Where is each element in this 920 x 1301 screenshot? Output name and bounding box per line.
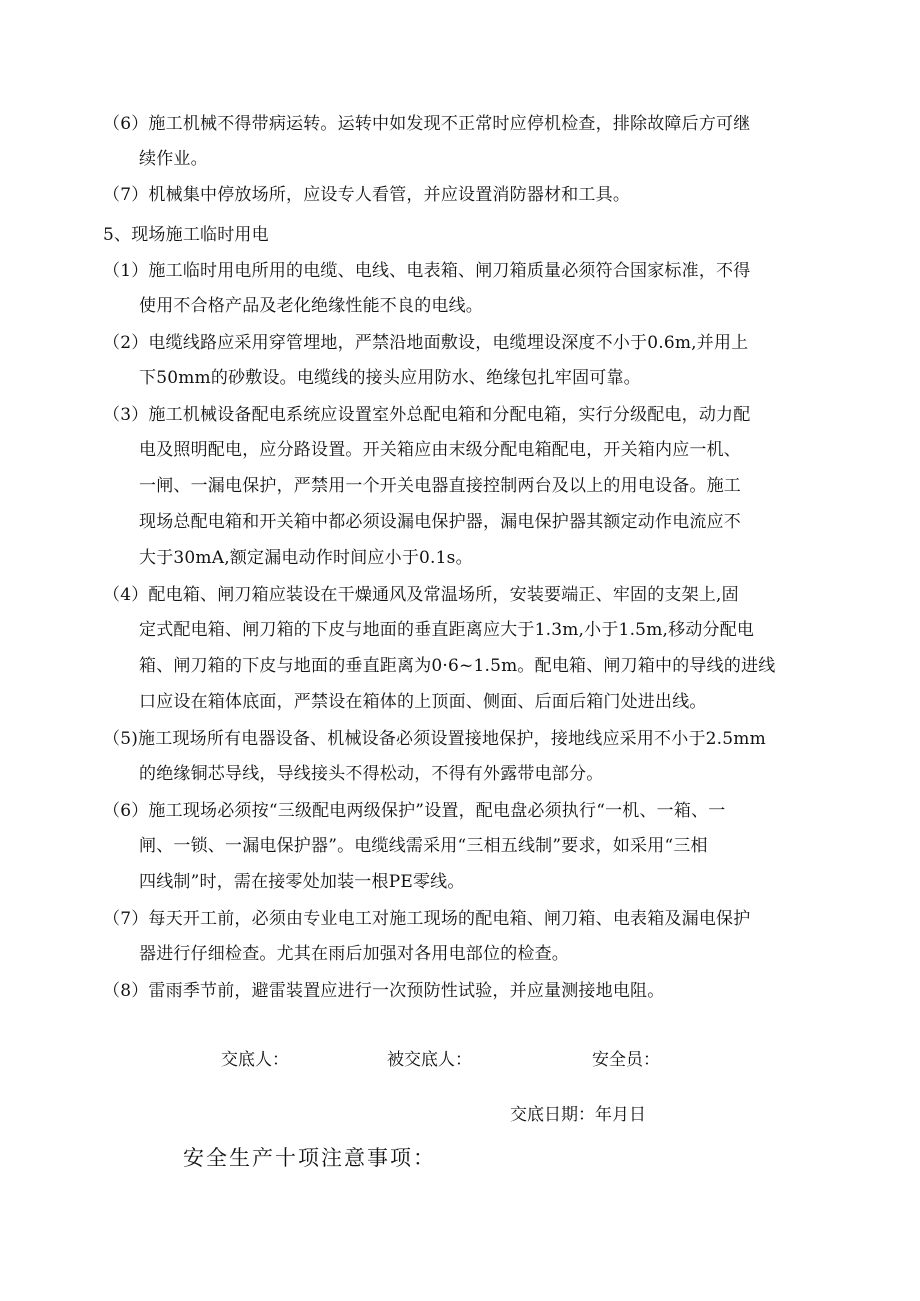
- text-line: （7）每天开工前，必须由专业电工对施工现场的配电箱、闸刀箱、电表箱及漏电保护: [103, 909, 751, 929]
- briefer-label: 交底人：: [221, 1050, 289, 1070]
- text-line: （3）施工机械设备配电系统应设置室外总配电箱和分配电箱，实行分级配电，动力配: [103, 405, 751, 425]
- section-heading: 5、现场施工临时用电: [103, 225, 269, 245]
- text-line: （2）电缆线路应采用穿管埋地，严禁沿地面敷设，电缆埋设深度不小于0.6m,并用上: [103, 333, 749, 353]
- next-section-heading: 安全生产十项注意事项：: [183, 1146, 436, 1170]
- text-line: 现场总配电箱和开关箱中都必须设漏电保护器，漏电保护器其额定动作电流应不: [139, 512, 741, 532]
- text-line: 续作业。: [139, 149, 208, 169]
- text-line: 的绝缘铜芯导线，导线接头不得松动，不得有外露带电部分。: [139, 764, 604, 784]
- text-line: （6）施工机械不得带病运转。运转中如发现不正常时应停机检查，排除故障后方可继: [103, 114, 751, 134]
- text-line: （7）机械集中停放场所，应设专人看管，并应设置消防器材和工具。: [103, 185, 631, 205]
- text-line: 电及照明配电，应分路设置。开关箱应由末级分配电箱配电，开关箱内应一机、: [139, 440, 741, 460]
- text-line: 下50mm的砂敷设。电缆线的接头应用防水、绝缘包扎牢固可靠。: [139, 368, 641, 388]
- briefing-date-label: 交底日期：年月日: [510, 1105, 646, 1125]
- text-line: 箱、闸刀箱的下皮与地面的垂直距离为0·6~1.5m。配电箱、闸刀箱中的导线的进线: [139, 656, 776, 676]
- safety-officer-label: 安全员：: [592, 1050, 660, 1070]
- text-line: 四线制”时，需在接零处加装一根PE零线。: [139, 872, 465, 892]
- text-line: （5)施工现场所有电器设备、机械设备必须设置接地保护，接地线应采用不小于2.5mm: [103, 729, 766, 749]
- text-line: （6）施工现场必须按“三级配电两级保护”设置，配电盘必须执行“一机、一箱、一: [103, 801, 726, 821]
- text-line: （1）施工临时用电所用的电缆、电线、电表箱、闸刀箱质量必须符合国家标准，不得: [103, 261, 751, 281]
- text-line: （8）雷雨季节前，避雷装置应进行一次预防性试验，并应量测接地电阻。: [103, 981, 665, 1001]
- text-line: 器进行仔细检查。尤其在雨后加强对各用电部位的检查。: [139, 944, 569, 964]
- text-line: 大于30mA,额定漏电动作时间应小于0.1s。: [139, 548, 473, 568]
- text-line: 使用不合格产品及老化绝缘性能不良的电线。: [139, 296, 483, 316]
- recipient-label: 被交底人：: [387, 1050, 472, 1070]
- text-line: 定式配电箱、闸刀箱的下皮与地面的垂直距离应大于1.3m,小于1.5m,移动分配电: [139, 620, 755, 640]
- text-line: （4）配电箱、闸刀箱应装设在干燥通风及常温场所，安装要端正、牢固的支架上,固: [103, 585, 739, 605]
- text-line: 一闸、一漏电保护，严禁用一个开关电器直接控制两台及以上的用电设备。施工: [139, 476, 741, 496]
- text-line: 口应设在箱体底面，严禁设在箱体的上顶面、侧面、后面后箱门处进出线。: [139, 692, 707, 712]
- text-line: 闸、一锁、一漏电保护器”。电缆线需采用“三相五线制”要求，如采用“三相: [139, 836, 708, 856]
